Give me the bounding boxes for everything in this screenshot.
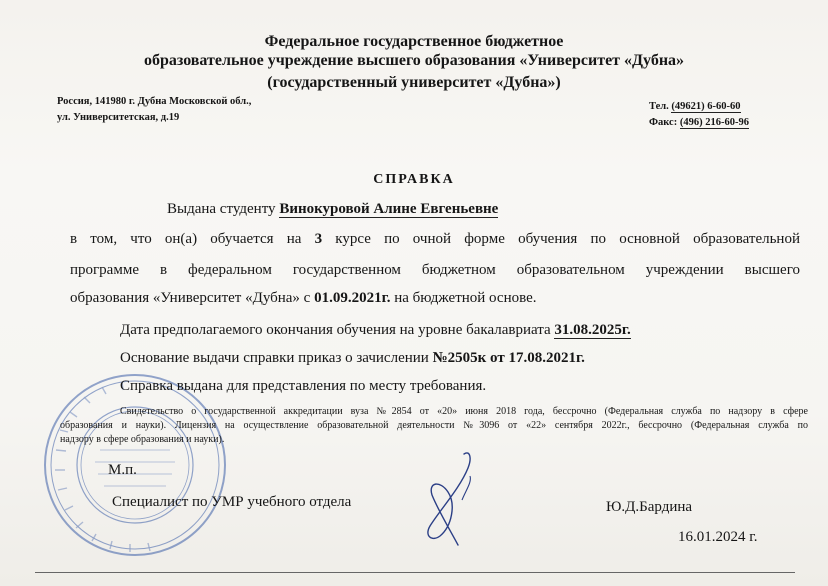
header-line-3: (государственный университет «Дубна») (267, 74, 561, 91)
fax-number: (496) 216-60-96 (679, 117, 749, 128)
body-line-2: программе в федеральном государственном бюджетном образовательном учреждении высшего (70, 262, 800, 278)
body-line-1-end: курсе по очной форме обучения по основной образовательной (322, 231, 800, 247)
student-name: Винокуровой Алине Евгеньевне (279, 201, 499, 217)
body-line-1 (70, 231, 800, 248)
course-number: 3 (314, 231, 323, 247)
phone-label: Тел. (649, 101, 672, 112)
issued-prefix: Выдана студенту (167, 201, 280, 217)
enrollment-order: №2505к от 17.08.2021г. (432, 350, 585, 366)
header-line-2: образовательное учреждение высшего образования «Университет «Дубна» (143, 52, 685, 69)
body-line-3 (70, 290, 537, 307)
purpose-line: Справка выдана для представления по месту требования. (120, 378, 487, 394)
fax (649, 117, 749, 128)
start-date: 01.09.2021г. (314, 290, 391, 306)
accreditation-line-3: надзору в сфере образования и науки). (60, 434, 225, 445)
issued-to (167, 201, 498, 218)
address-line-2: ул. Университетская, д.19 (57, 112, 180, 123)
address-line-1: Россия, 141980 г. Дубна Московской обл., (57, 96, 252, 107)
fax-label: Факс: (649, 117, 680, 128)
basis-label: Основание выдачи справки приказ о зачислении (120, 350, 433, 366)
issue-date: 16.01.2024 г. (678, 529, 758, 545)
signatory-name: Ю.Д.Бардина (606, 499, 693, 515)
signatory-position: Специалист по УМР учебного отдела (112, 494, 352, 510)
graduation-date: 31.08.2025г. (554, 322, 631, 338)
graduation-date-label: Дата предполагаемого окончания обучения на уровне бакалавриата (120, 322, 555, 338)
basis-line (120, 350, 585, 367)
phone (649, 101, 741, 112)
body-line-3-start: образования «Университет «Дубна» с (70, 290, 315, 306)
body-line-1-start: в том, что он(а) обучается на (70, 231, 315, 247)
phone-number: (49621) 6-60-60 (671, 101, 741, 112)
accreditation-line-2: образования и науки). Лицензия на осуществление образовательной деятельности №3096 от «22» сентября 2022г., бессрочно (Федеральная служба по (60, 420, 808, 431)
document-title: СПРАВКА (373, 172, 455, 187)
accreditation-line-1: Свидетельство о государственной аккредитации вуза №2854 от «20» июня 2018 года, бессрочно (Федеральная служба по надзору в сфере (120, 406, 808, 417)
bottom-divider (35, 572, 795, 573)
header-line-1: Федеральное государственное бюджетное (264, 33, 564, 50)
seal-place-label: М.п. (108, 462, 137, 478)
body-line-3-end: на бюджетной основе. (390, 290, 537, 306)
handwritten-signature (410, 440, 510, 550)
graduation-date-line (120, 322, 631, 339)
